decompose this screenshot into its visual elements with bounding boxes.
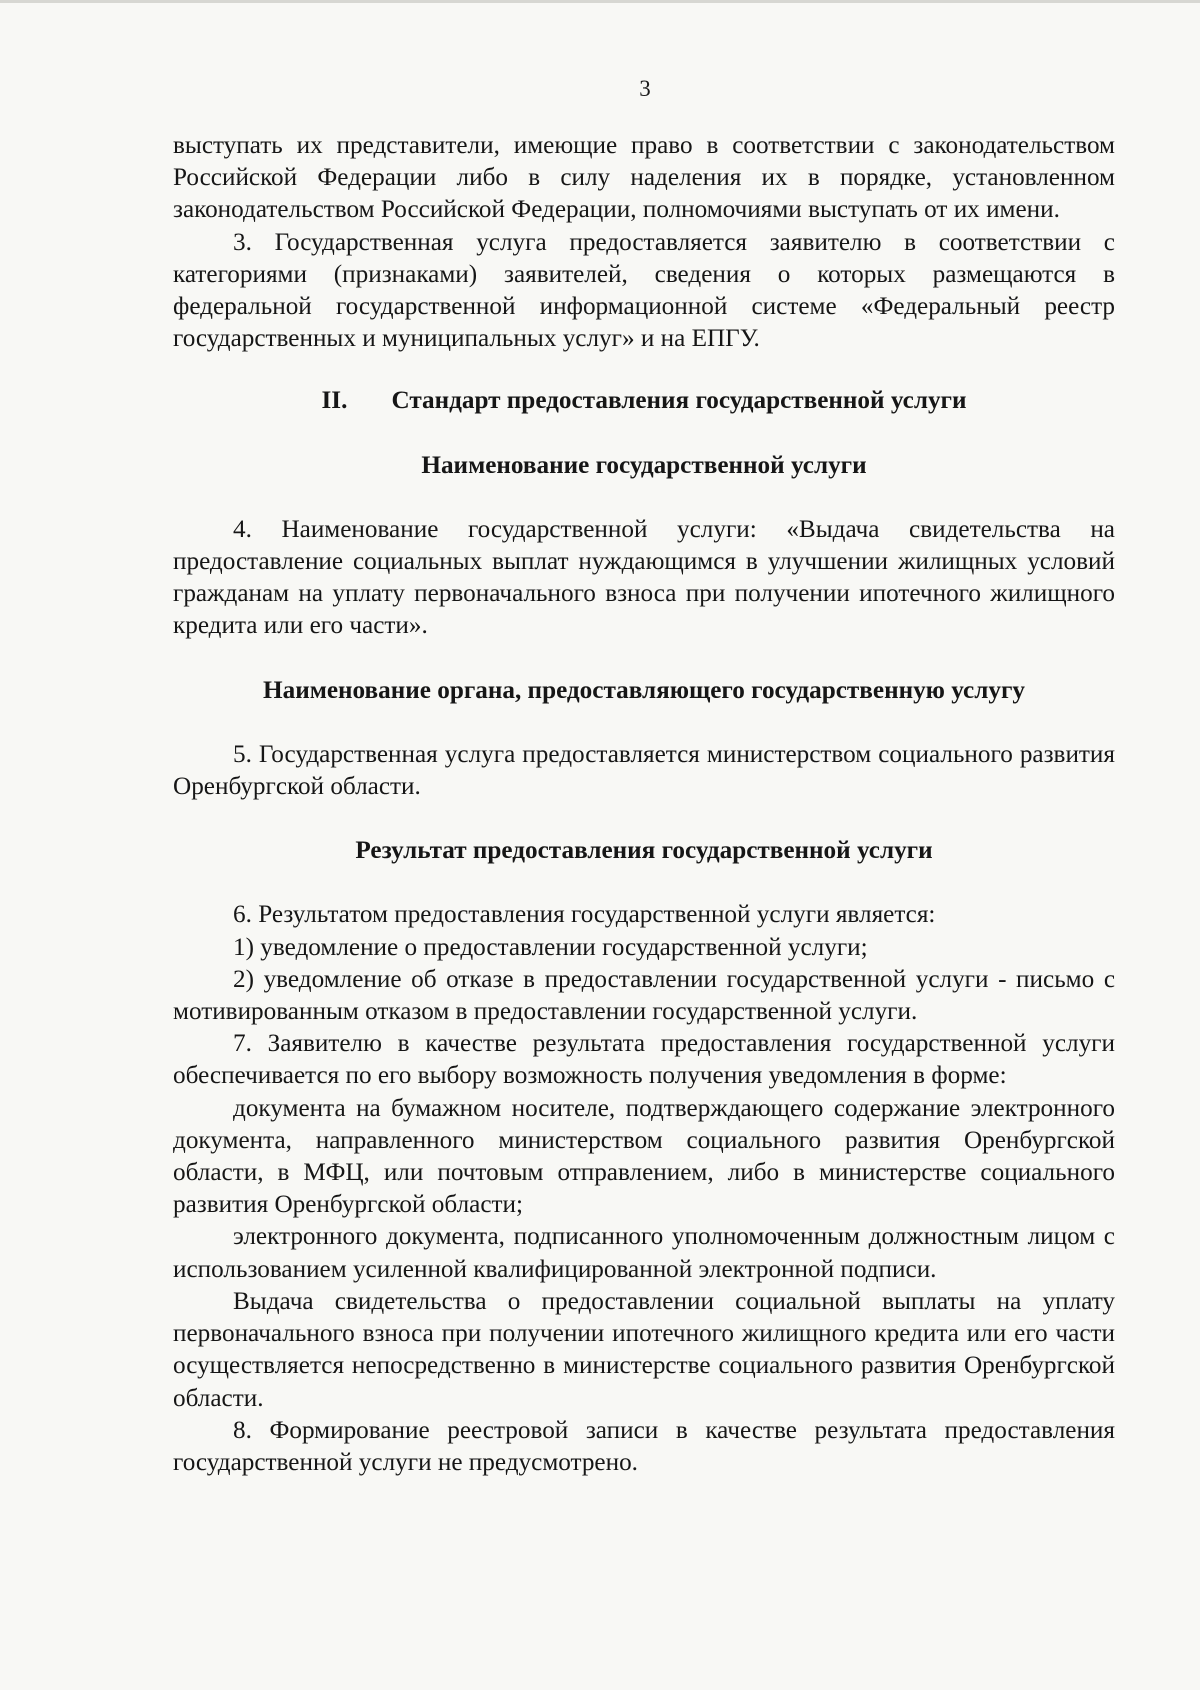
- paragraph-3: 3. Государственная услуга предоставляется заявителю в соответствии с категориями (признаками) заявителей, сведения о которых размещаются в федеральной государственной информационной системе «Федеральный реестр государственных и муниципальных услуг» и на ЕПГУ.: [173, 228, 1115, 353]
- paragraph-7-certificate-issue: Выдача свидетельства о предоставлении социальной выплаты на уплату первоначального взноса при получении ипотечного жилищного кредита или его части осуществляется непосредственно в министерстве социального развития Оренбургской области.: [173, 1287, 1115, 1412]
- section-number: II.: [321, 387, 348, 415]
- paragraph-6: 6. Результатом предоставления государственной услуги является:: [233, 901, 936, 929]
- section-title: Стандарт предоставления государственной услуги: [391, 387, 967, 415]
- paragraph-4: 4. Наименование государственной услуги: «Выдача свидетельства на предоставление социальных выплат нуждающимся в улучшении жилищных условий гражданам на уплату первоначального взноса при получении ипотечного жилищного кредита или его части».: [173, 515, 1115, 640]
- paragraph-7-electronic-form: электронного документа, подписанного уполномоченным должностным лицом с использованием усиленной квалифицированной электронной подписи.: [173, 1223, 1115, 1283]
- scan-edge-divider: [0, 0, 1200, 3]
- heading-service-result: Результат предоставления государственной услуги: [355, 837, 933, 865]
- paragraph-8: 8. Формирование реестровой записи в качестве результата предоставления государственной услуги не предусмотрено.: [173, 1416, 1115, 1476]
- paragraph-5: 5. Государственная услуга предоставляется министерством социального развития Оренбургской области.: [173, 740, 1115, 801]
- paragraph-7-paper-form: документа на бумажном носителе, подтверждающего содержание электронного документа, направленного министерством социального развития Оренбургской области, в МФЦ, или почтовым отправлением, либо в министерстве социального развития Оренбургской области;: [173, 1094, 1115, 1219]
- heading-service-name: Наименование государственной услуги: [421, 451, 867, 479]
- paragraph-7: 7. Заявителю в качестве результата предоставления государственной услуги обеспечивается по его выбору возможность получения уведомления в форме:: [173, 1030, 1115, 1090]
- section-heading: [173, 385, 1115, 417]
- paragraph-representatives: выступать их представители, имеющие право в соответствии с законодательством Российской Федерации либо в силу наделения их в порядке, установленном законодательством Российской Федерации, полномочиями выступать от их имени.: [173, 132, 1115, 224]
- page-number: 3: [639, 76, 651, 101]
- paragraph-6-item-2: 2) уведомление об отказе в предоставлении государственной услуги - письмо с мотивированным отказом в предоставлении государственной услуги.: [173, 965, 1115, 1026]
- paragraph-6-item-1: 1) уведомление о предоставлении государственной услуги;: [233, 933, 868, 961]
- heading-authority-name: Наименование органа, предоставляющего государственную услугу: [263, 676, 1025, 704]
- document-body: [173, 130, 1115, 1479]
